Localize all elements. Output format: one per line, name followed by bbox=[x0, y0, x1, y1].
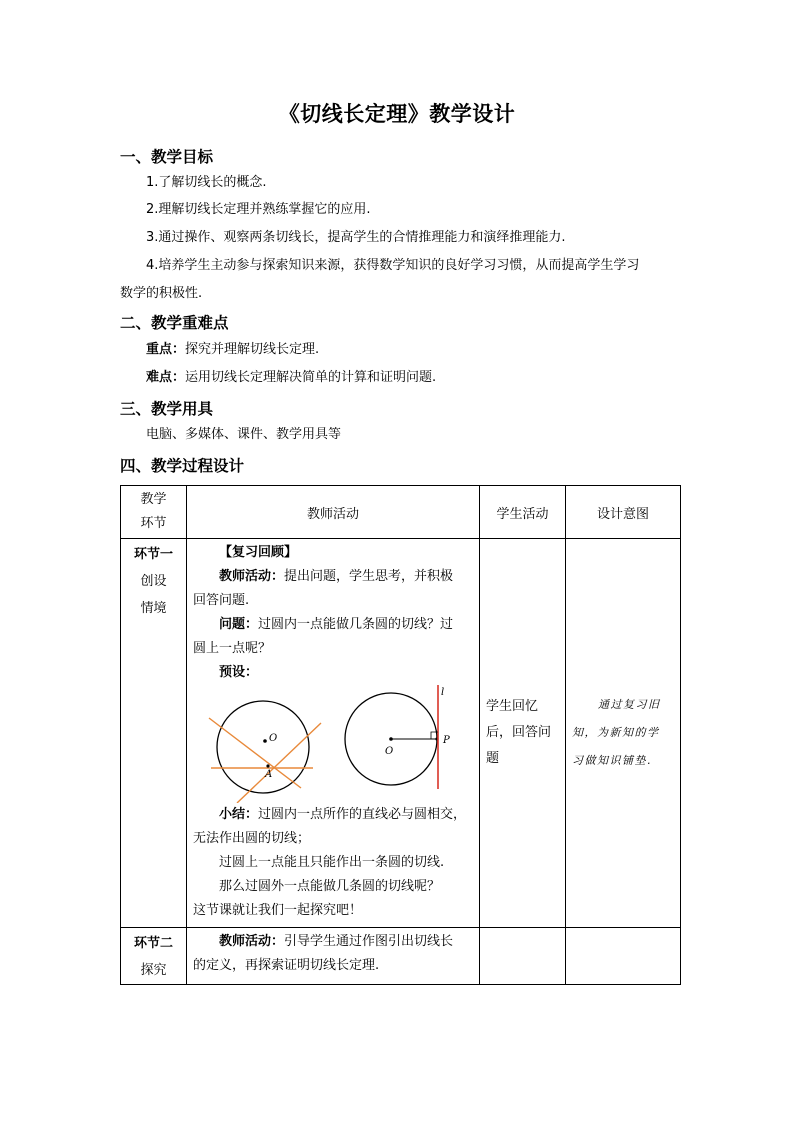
tools-text: 电脑、多媒体、课件、教学用具等 bbox=[146, 427, 342, 442]
design-intent-cell-1 bbox=[566, 539, 681, 928]
key-point-label: 重点： bbox=[146, 342, 186, 357]
section-heading-key-points: 二、教学重难点 bbox=[120, 314, 229, 332]
activity-label: 教师活动： bbox=[219, 569, 285, 584]
process-table bbox=[120, 485, 681, 985]
conclusion-line-b: 那么过圆外一点能做几条圆的切线呢？ bbox=[219, 879, 441, 894]
header-stage-line-2: 环节 bbox=[140, 516, 167, 531]
header-stage bbox=[121, 486, 187, 539]
objective-item-4: 4.培养学生主动参与探索知识来源，获得数学知识的良好学习习惯，从而提高学生学习 bbox=[146, 258, 640, 273]
conclusion-line-c: 这节课就让我们一起探究吧！ bbox=[193, 903, 363, 918]
question-text-cont: 圆上一点呢？ bbox=[193, 641, 272, 656]
question-label: 问题： bbox=[219, 617, 259, 632]
summary-label: 小结： bbox=[219, 807, 259, 822]
teacher-activity-cell-1 bbox=[187, 539, 480, 928]
key-point-line bbox=[146, 340, 319, 360]
objective-item-3: 3.通过操作、观察两条切线长，提高学生的合情推理能力和演绎推理能力. bbox=[146, 230, 566, 245]
activity-text-cont: 回答问题. bbox=[193, 593, 250, 608]
design-intent-line-1: 通过复习旧 bbox=[598, 698, 661, 711]
activity-text: 提出问题，学生思考，并积极 bbox=[284, 569, 454, 584]
center-point-1 bbox=[263, 739, 267, 743]
design-intent-cell-2 bbox=[566, 928, 681, 985]
geometry-figures bbox=[193, 685, 475, 803]
student-activity-cell-1 bbox=[480, 539, 566, 928]
activity-label-2: 教师活动： bbox=[219, 934, 285, 949]
point-a bbox=[266, 764, 269, 767]
design-intent-line-3: 习做知识铺垫. bbox=[572, 754, 652, 767]
stage-1-line-3: 情境 bbox=[140, 601, 167, 616]
label-p: P bbox=[443, 735, 450, 746]
stage-cell-1 bbox=[121, 539, 187, 928]
stage-1-label: 环节一 bbox=[133, 547, 173, 562]
label-o-2: O bbox=[385, 746, 394, 757]
stage-2-label: 环节二 bbox=[133, 936, 173, 951]
label-l: l bbox=[441, 687, 445, 698]
activity-text-2-cont: 的定义，再探索证明切线长定理. bbox=[193, 958, 380, 973]
activity-line bbox=[193, 565, 475, 589]
design-intent-line-2: 知，为新知的学 bbox=[572, 726, 660, 739]
review-title: 【复习回顾】 bbox=[219, 545, 298, 560]
objective-item-1: 1.了解切线长的概念. bbox=[146, 175, 267, 190]
question-line bbox=[193, 613, 475, 637]
summary-line bbox=[193, 803, 475, 827]
section-heading-tools: 三、教学用具 bbox=[120, 400, 214, 418]
secant-line-1 bbox=[209, 718, 301, 788]
label-o-1: O bbox=[269, 733, 278, 744]
activity-text-2: 引导学生通过作图引出切线长 bbox=[284, 934, 454, 949]
teacher-activity-cell-2 bbox=[187, 928, 480, 985]
section-heading-process: 四、教学过程设计 bbox=[120, 457, 245, 475]
objective-item-2: 2.理解切线长定理并熟练掌握它的应用. bbox=[146, 202, 371, 217]
difficult-point-line bbox=[146, 368, 436, 388]
label-a: A bbox=[265, 769, 273, 780]
difficult-point-text: 运用切线长定理解决简单的计算和证明问题. bbox=[185, 370, 437, 385]
preset-label: 预设： bbox=[219, 665, 259, 680]
student-activity-line-1: 学生回忆 bbox=[486, 699, 539, 714]
secant-line-2 bbox=[237, 723, 321, 803]
circle-tangent-diagrams bbox=[193, 685, 475, 803]
question-text: 过圆内一点能做几条圆的切线？过 bbox=[258, 617, 454, 632]
header-teacher-activity: 教师活动 bbox=[187, 486, 480, 539]
header-design-intent: 设计意图 bbox=[566, 486, 681, 539]
stage-2-line-2: 探究 bbox=[140, 963, 167, 978]
header-stage-line-1: 教学 bbox=[140, 492, 167, 507]
document-title: 《切线长定理》教学设计 bbox=[278, 102, 516, 126]
student-activity-line-2: 后，回答问 bbox=[486, 725, 552, 740]
student-activity-line-3: 题 bbox=[486, 751, 500, 766]
summary-text: 过圆内一点所作的直线必与圆相交， bbox=[258, 807, 467, 822]
difficult-point-label: 难点： bbox=[146, 370, 186, 385]
student-activity-cell-2 bbox=[480, 928, 566, 985]
summary-text-cont: 无法作出圆的切线； bbox=[193, 831, 311, 846]
table-header-row bbox=[121, 486, 681, 539]
activity-line-2 bbox=[193, 930, 475, 954]
header-student-activity: 学生活动 bbox=[480, 486, 566, 539]
objective-item-4-continued: 数学的积极性. bbox=[120, 286, 203, 301]
conclusion-line-a: 过圆上一点能且只能作出一条圆的切线. bbox=[219, 855, 445, 870]
stage-1-line-2: 创设 bbox=[140, 574, 167, 589]
section-heading-objectives: 一、教学目标 bbox=[120, 148, 214, 166]
table-row bbox=[121, 928, 681, 985]
key-point-text: 探究并理解切线长定理. bbox=[185, 342, 320, 357]
table-row bbox=[121, 539, 681, 928]
stage-cell-2 bbox=[121, 928, 187, 985]
